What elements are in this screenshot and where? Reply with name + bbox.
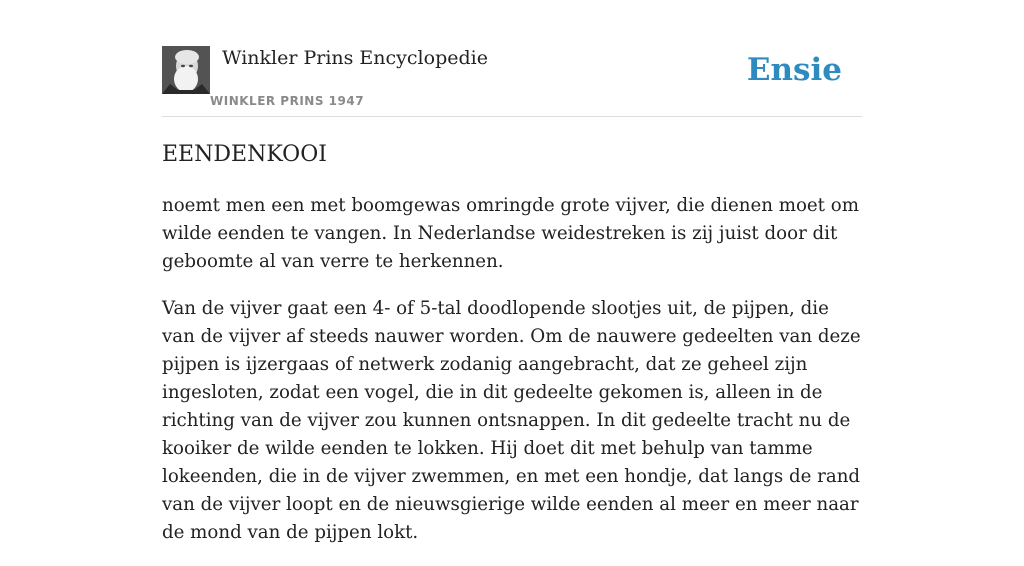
article-body bbox=[162, 192, 862, 566]
article-title: EENDENKOOI bbox=[162, 142, 327, 167]
source-header bbox=[162, 46, 862, 117]
source-subtitle[interactable]: WINKLER PRINS 1947 bbox=[210, 94, 365, 108]
bearded-man-portrait-icon[interactable] bbox=[162, 46, 210, 94]
ensie-logo[interactable]: Ensie bbox=[746, 52, 842, 88]
article-paragraph-1: noemt men een met boomgewas omringde grote vijver, die dienen moet om wilde eenden te vangen. In Nederlandse weidestreken is zij juist door dit geboomte al van verre te herkennen. bbox=[162, 195, 859, 272]
article-paragraph-2: Van de vijver gaat een 4- of 5-tal doodlopende slootjes uit, de pijpen, die van de vijver af steeds nauwer worden. Om de nauwere gedeelten van deze pijpen is ijzergaas of netwerk zodanig aangebracht, dat ze geheel zijn ingesloten, zodat een vogel, die in dit gedeelte gekomen is, alleen in de richting van de vijver zou kunnen ontsnappen. In dit gedeelte tracht nu de kooiker de wilde eenden te lokken. Hij doet dit met behulp van tamme lokeenden, die in de vijver zwemmen, en met een hondje, dat langs de rand van de vijver loopt en de nieuwsgierige wilde eenden al meer en meer naar de mond van de pijpen lokt. bbox=[162, 298, 861, 543]
source-title[interactable]: Winkler Prins Encyclopedie bbox=[222, 47, 488, 69]
